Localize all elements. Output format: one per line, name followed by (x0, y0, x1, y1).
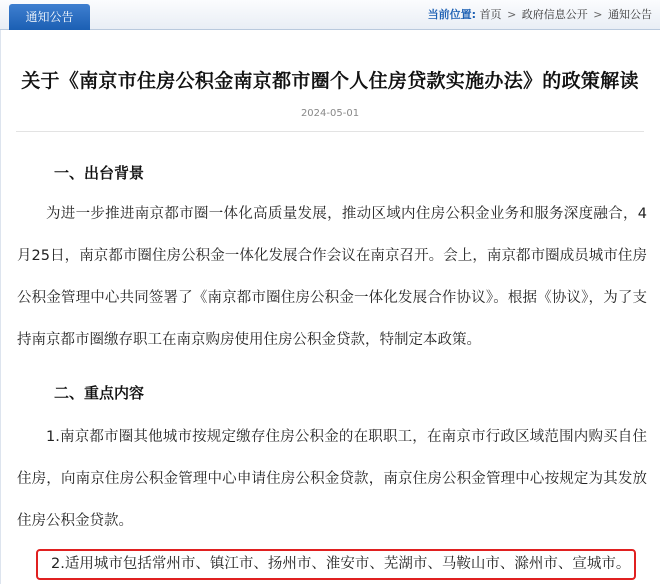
article-title: 关于《南京市住房公积金南京都市圈个人住房贷款实施办法》的政策解读 (21, 70, 639, 92)
section-paragraph-background: 为进一步推进南京都市圈一体化高质量发展，推动区域内住房公积金业务和服务深度融合，4月25日，南京都市圈住房公积金一体化发展合作会议在南京召开。会上，南京都市圈成员城市住房公积金管理中心共同签署了《南京都市圈住房公积金一体化发展合作协议》。根据《协议》，为了支持南京都市圈缴存职工在南京购房使用住房公积金贷款，特制定本政策。 (17, 206, 647, 348)
breadcrumb-notices[interactable]: 通知公告 (608, 8, 652, 21)
title-divider (16, 131, 644, 132)
highlighted-cities-text: 2.适用城市包括常州市、镇江市、扬州市、淮安市、芜湖市、马鞍山市、滁州市、宣城市。 (51, 556, 631, 572)
breadcrumb-separator: > (507, 8, 517, 21)
section-heading-key-points: 二、重点内容 (54, 384, 145, 402)
breadcrumb-separator: > (593, 8, 603, 21)
breadcrumb (428, 0, 652, 30)
breadcrumb-prefix: 当前位置: (427, 8, 477, 21)
article-date: 2024-05-01 (300, 108, 360, 119)
top-bar (0, 0, 660, 30)
section-heading-background: 一、出台背景 (54, 164, 145, 182)
breadcrumb-gov-info[interactable]: 政府信息公开 (521, 8, 588, 21)
breadcrumb-home[interactable]: 首页 (479, 8, 502, 21)
tab-notices[interactable]: 通知公告 (9, 4, 90, 30)
section-paragraph-key-points: 1.南京都市圈其他城市按规定缴存住房公积金的在职职工，在南京市行政区域范围内购买自住住房，向南京住房公积金管理中心申请住房公积金贷款，南京住房公积金管理中心按规定为其发放住房公积金贷款。 (17, 429, 647, 529)
